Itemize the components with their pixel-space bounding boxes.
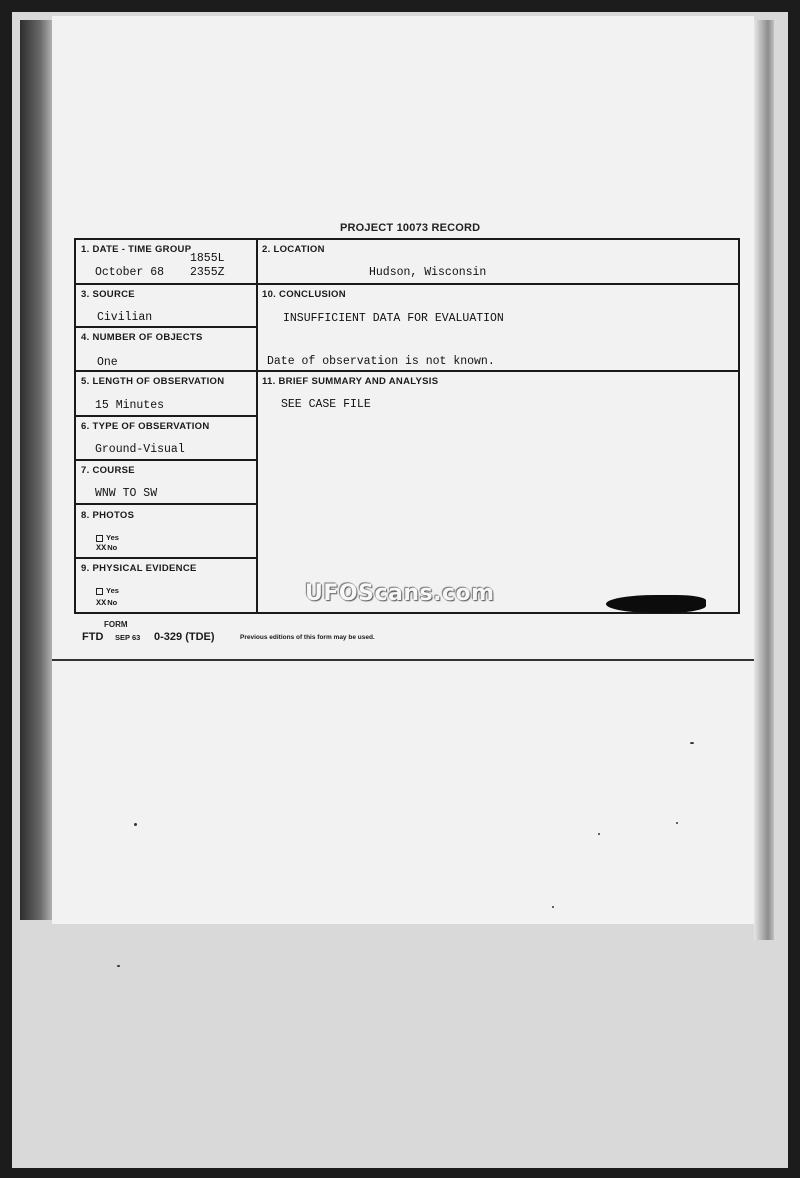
location-label: 2. LOCATION — [262, 244, 325, 255]
page-rule — [52, 659, 754, 661]
date-time-zulu: 2355Z — [190, 266, 225, 279]
summary-label: 11. BRIEF SUMMARY AND ANALYSIS — [262, 376, 439, 387]
checkbox-checked-icon: XX — [96, 598, 107, 608]
type-of-observation-label: 6. TYPE OF OBSERVATION — [81, 421, 210, 432]
number-of-objects-label: 4. NUMBER OF OBJECTS — [81, 332, 203, 343]
scan-speck — [134, 823, 137, 826]
checkbox-checked-icon: XX — [96, 543, 107, 553]
row-divider — [74, 326, 257, 328]
form-date: SEP 63 — [115, 633, 141, 642]
number-of-objects-value: One — [97, 356, 118, 369]
checkbox-empty-icon — [96, 535, 103, 542]
photos-no-option: XXNo — [96, 543, 118, 553]
date-time-local: 1855L — [190, 252, 225, 265]
form-note: Previous editions of this form may be used. — [240, 634, 375, 641]
row-divider — [74, 415, 257, 417]
row-divider — [74, 370, 740, 372]
scan-speck — [676, 822, 678, 824]
film-edge-left — [20, 20, 54, 920]
source-label: 3. SOURCE — [81, 289, 135, 300]
film-edge-right — [754, 20, 774, 940]
conclusion-note: Date of observation is not known. — [267, 355, 495, 368]
row-divider — [74, 557, 257, 559]
scan-speck — [117, 965, 120, 967]
form-number: 0-329 (TDE) — [154, 631, 215, 643]
row-divider — [74, 283, 740, 285]
scan-speck — [690, 742, 694, 744]
length-of-observation-value: 15 Minutes — [95, 399, 165, 412]
conclusion-value: INSUFFICIENT DATA FOR EVALUATION — [283, 312, 504, 325]
date-value: October 68 — [95, 266, 165, 279]
form-ftd: FTD — [82, 631, 104, 643]
location-value: Hudson, Wisconsin — [369, 266, 487, 279]
source-value: Civilian — [97, 311, 153, 324]
summary-value: SEE CASE FILE — [281, 398, 371, 411]
physical-evidence-label: 9. PHYSICAL EVIDENCE — [81, 563, 197, 574]
conclusion-label: 10. CONCLUSION — [262, 289, 346, 300]
scan-speck — [598, 833, 600, 835]
length-of-observation-label: 5. LENGTH OF OBSERVATION — [81, 376, 225, 387]
checkbox-empty-icon — [96, 588, 103, 595]
photos-label: 8. PHOTOS — [81, 510, 135, 521]
course-label: 7. COURSE — [81, 465, 135, 476]
row-divider — [74, 503, 257, 505]
photos-yes-option: Yes — [96, 533, 119, 542]
physical-evidence-yes-option: Yes — [96, 586, 119, 595]
type-of-observation-value: Ground-Visual — [95, 443, 185, 456]
row-divider — [74, 459, 257, 461]
redaction-mark — [606, 595, 706, 613]
form-word: FORM — [104, 620, 128, 629]
date-time-label: 1. DATE - TIME GROUP — [81, 244, 192, 255]
form-title: PROJECT 10073 RECORD — [340, 222, 481, 234]
physical-evidence-no-option: XXNo — [96, 598, 118, 608]
course-value: WNW TO SW — [95, 487, 158, 500]
scan-speck — [552, 906, 554, 908]
watermark: UFOScans.com — [305, 581, 495, 606]
